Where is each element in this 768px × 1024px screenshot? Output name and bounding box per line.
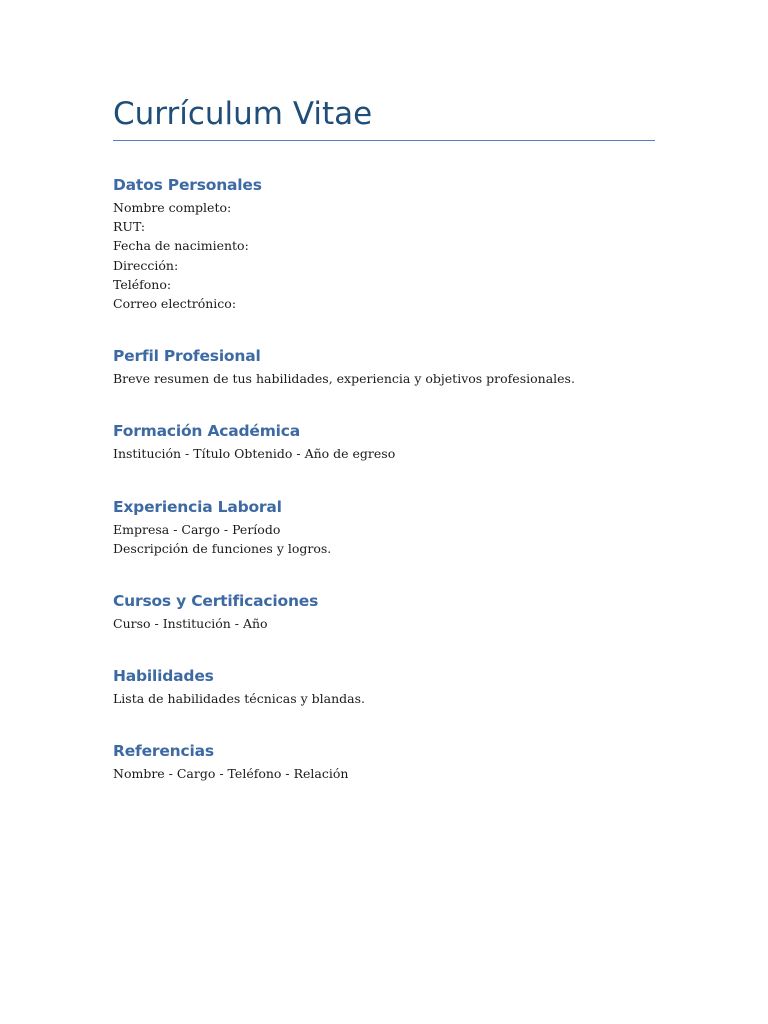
experiencia-description: Descripción de funciones y logros. (113, 540, 332, 556)
section-heading-formacion-academica: Formación Académica (113, 422, 301, 441)
field-fecha-nacimiento: Fecha de nacimiento: (113, 238, 249, 254)
field-correo: Correo electrónico: (113, 296, 237, 312)
section-cursos-certificaciones (113, 590, 655, 633)
section-body-datos-personales (113, 198, 655, 313)
section-heading-datos-personales: Datos Personales (113, 176, 262, 194)
field-direccion: Dirección: (113, 257, 179, 273)
experiencia-entry: Empresa - Cargo - Período (113, 521, 281, 537)
document-page (113, 92, 655, 784)
referencia-entry: Nombre - Cargo - Teléfono - Relación (113, 766, 349, 782)
field-telefono: Teléfono: (113, 276, 172, 292)
section-body-experiencia-laboral (113, 520, 655, 558)
section-habilidades (113, 665, 655, 708)
section-heading-referencias: Referencias (113, 742, 214, 761)
document-title: Currículum Vitae (113, 92, 655, 141)
section-datos-personales (113, 174, 655, 313)
section-heading-experiencia-laboral: Experiencia Laboral (113, 497, 282, 516)
perfil-summary-text: Breve resumen de tus habilidades, experiencia y objetivos profesionales. (113, 371, 575, 387)
field-rut: RUT: (113, 219, 146, 235)
field-nombre-completo: Nombre completo: (113, 200, 232, 215)
section-perfil-profesional (113, 345, 655, 388)
section-body-referencias (113, 764, 655, 783)
section-formacion-academica (113, 420, 655, 463)
curso-entry: Curso - Institución - Año (113, 616, 268, 632)
section-referencias (113, 740, 655, 783)
section-body-perfil-profesional (113, 369, 655, 388)
section-heading-perfil-profesional: Perfil Profesional (113, 347, 261, 366)
section-experiencia-laboral (113, 496, 655, 558)
section-body-cursos-certificaciones (113, 614, 655, 633)
formacion-entry: Institución - Título Obtenido - Año de egreso (113, 446, 396, 462)
section-body-habilidades (113, 689, 655, 708)
habilidades-entry: Lista de habilidades técnicas y blandas. (113, 691, 365, 707)
section-heading-cursos-certificaciones: Cursos y Certificaciones (113, 592, 319, 611)
section-heading-habilidades: Habilidades (113, 667, 214, 686)
section-body-formacion-academica (113, 444, 655, 463)
